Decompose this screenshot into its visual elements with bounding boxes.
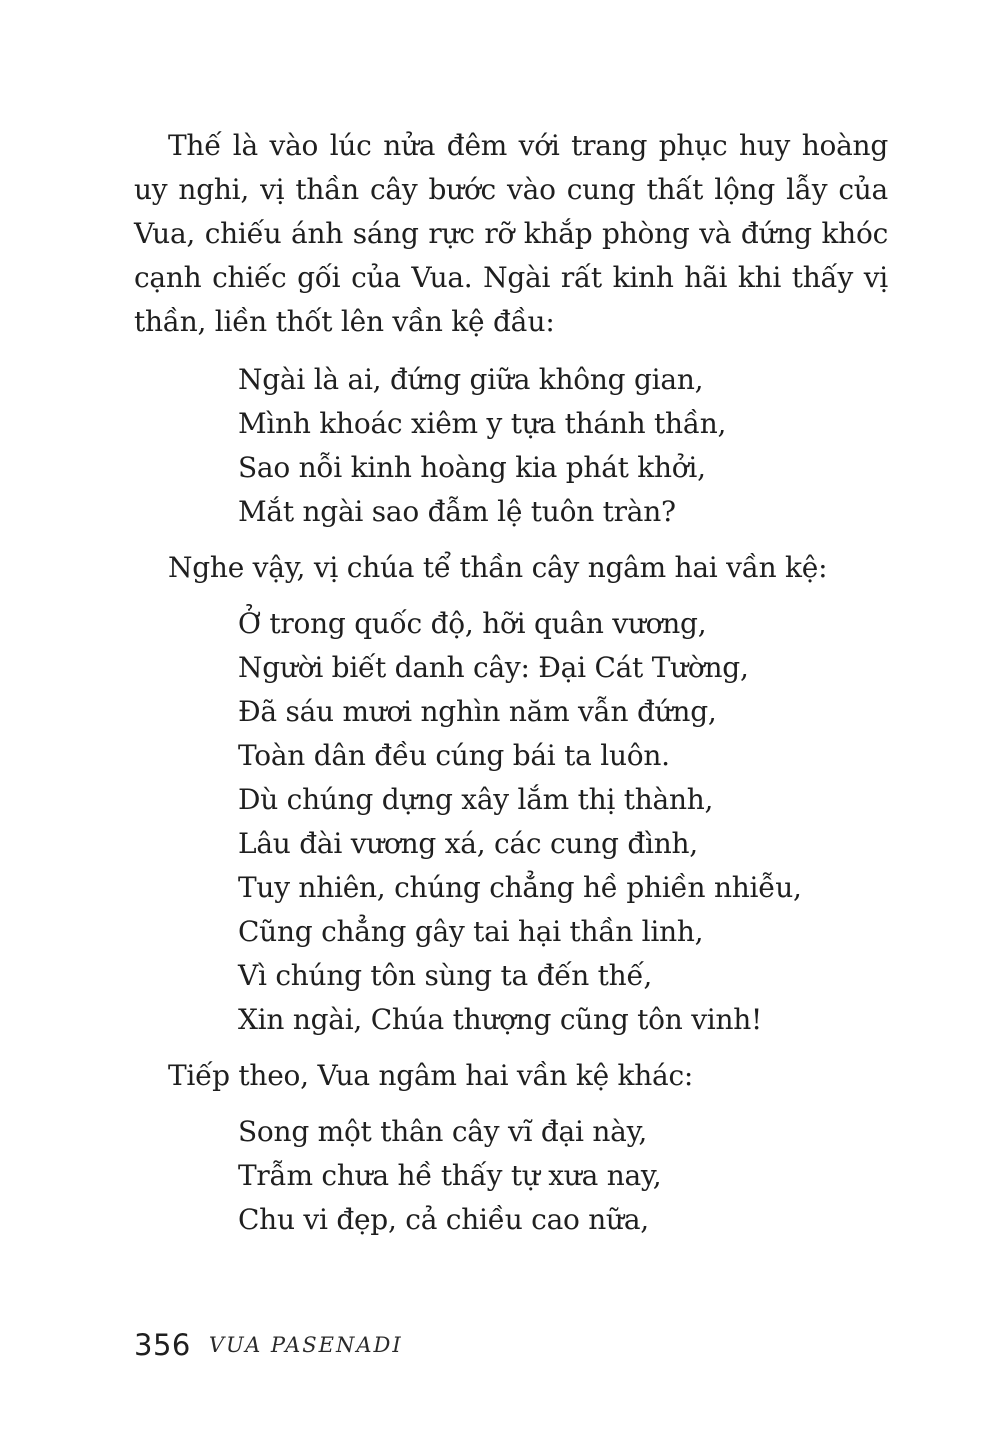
- verse-line: Toàn dân đều cúng bái ta luôn.: [238, 739, 670, 772]
- verse-line: Đã sáu mươi nghìn năm vẫn đứng,: [238, 695, 717, 728]
- verse-line: Dù chúng dựng xây lắm thị thành,: [238, 783, 714, 816]
- verse-line: Người biết danh cây: Đại Cát Tường,: [238, 651, 749, 684]
- verse-line: Vì chúng tôn sùng ta đến thế,: [238, 959, 653, 992]
- page-number: 356: [134, 1328, 191, 1362]
- verse-line: Sao nỗi kinh hoàng kia phát khởi,: [238, 451, 706, 484]
- verse-line: Tuy nhiên, chúng chẳng hề phiền nhiễu,: [238, 871, 802, 904]
- verse-line: Mình khoác xiêm y tựa thánh thần,: [238, 407, 727, 440]
- narrative-paragraph: Thế là vào lúc nửa đêm với trang phục huy hoàng uy nghi, vị thần cây bước vào cung thất lộng lẫy của Vua, chiếu ánh sáng rực rỡ khắp phòng và đứng khóc cạnh chiếc gối của Vua. Ngài rất kinh hãi khi thấy vị thần, liền thốt lên vần kệ đầu:: [134, 129, 888, 338]
- page-body: [134, 124, 888, 1242]
- verse-line: Cũng chẳng gây tai hại thần linh,: [238, 915, 704, 948]
- verse-stanza-3: [238, 1110, 888, 1242]
- verse-line: Mắt ngài sao đẫm lệ tuôn tràn?: [238, 495, 676, 528]
- verse-line: Lâu đài vương xá, các cung đình,: [238, 827, 698, 860]
- verse-line: Chu vi đẹp, cả chiều cao nữa,: [238, 1203, 649, 1236]
- verse-line: Xin ngài, Chúa thượng cũng tôn vinh!: [238, 1003, 763, 1036]
- verse-stanza-1: [238, 358, 888, 534]
- verse-line: Trẫm chưa hề thấy tự xưa nay,: [238, 1159, 662, 1192]
- verse-intro: Nghe vậy, vị chúa tể thần cây ngâm hai vần kệ:: [168, 551, 828, 584]
- verse-line: Song một thân cây vĩ đại này,: [238, 1115, 648, 1148]
- page-footer: [134, 1320, 403, 1370]
- verse-intro: Tiếp theo, Vua ngâm hai vần kệ khác:: [168, 1059, 694, 1092]
- verse-line: Ở trong quốc độ, hỡi quân vương,: [238, 607, 707, 640]
- running-title: VUA PASENADI: [208, 1333, 403, 1357]
- verse-line: Ngài là ai, đứng giữa không gian,: [238, 363, 704, 396]
- verse-stanza-2: [238, 602, 888, 1042]
